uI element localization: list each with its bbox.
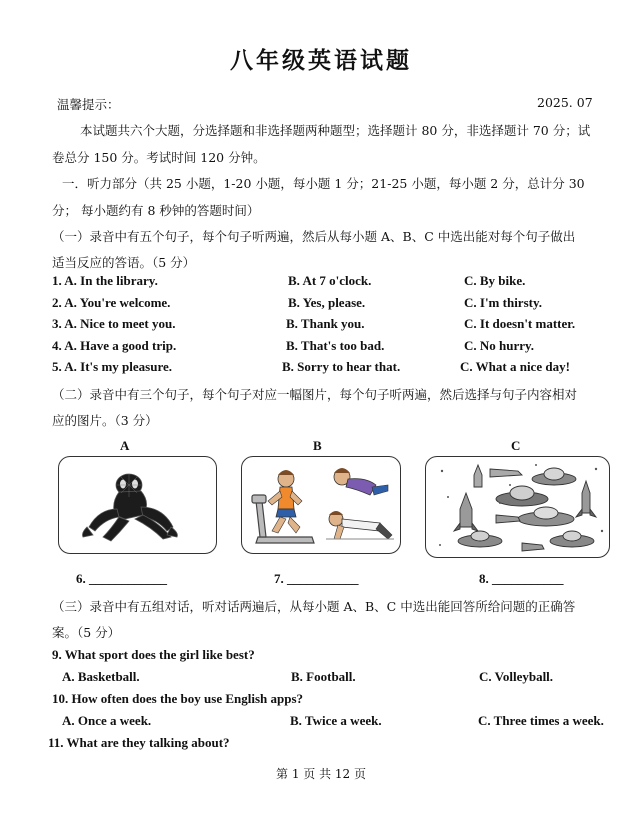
q2-option-b: B. Yes, please. [288, 295, 366, 310]
answer-blank-6[interactable]: 6. ____________ [76, 571, 167, 586]
q10-option-c: C. Three times a week. [478, 713, 604, 728]
section2-instruction-1: （二）录音中有三个句子，每个句子对应一幅图片，每个句子听两遍，然后选择与句子内容相对 [52, 387, 578, 402]
q4-option-c: C. No hurry. [464, 338, 535, 353]
q2-option-c: C. I'm thirsty. [464, 295, 542, 310]
q10-option-b: B. Twice a week. [290, 713, 382, 728]
reminder-label: 温馨提示： [57, 97, 120, 112]
picture-label-a: A [120, 438, 130, 453]
page-footer: 第 1 页 共 12 页 [276, 767, 366, 781]
section1-instruction-1: （一）录音中有五个句子，每个句子听两遍，然后从每小题 A、B、C 中选出能对每个句子做出 [52, 229, 576, 244]
answer-blank-8[interactable]: 8. ___________ [479, 571, 564, 586]
part1-line-1: 一．听力部分（共 25 小题，1-20 小题，每小题 1 分；21-25 小题，每小题 2 分，总计分 30 [62, 176, 585, 191]
picture-c [425, 456, 610, 558]
intro-line-1: 本试题共六个大题，分选择题和非选择题两种题型；选择题计 80 分，非选择题计 70 分；试 [80, 123, 591, 138]
section3-instruction-1: （三）录音中有五组对话，听对话两遍后，从每小题 A、B、C 中选出能回答所给问题的正确答 [52, 599, 576, 614]
q5-option-b: B. Sorry to hear that. [282, 359, 401, 374]
q2-option-a: 2. A. You're welcome. [52, 295, 171, 310]
q1-option-b: B. At 7 o'clock. [288, 273, 372, 288]
q3-option-b: B. Thank you. [286, 316, 365, 331]
question-10: 10. How often does the boy use English apps? [52, 691, 304, 706]
q9-option-b: B. Football. [291, 669, 356, 684]
q4-option-b: B. That's too bad. [286, 338, 385, 353]
section1-instruction-2: 适当反应的答语。（5 分） [52, 255, 196, 270]
picture-b [241, 456, 401, 554]
picture-label-b: B [313, 438, 322, 453]
q4-option-a: 4. A. Have a good trip. [52, 338, 177, 353]
question-11: 11. What are they talking about? [48, 735, 230, 750]
q10-option-a: A. Once a week. [62, 713, 152, 728]
question-9: 9. What sport does the girl like best? [52, 647, 255, 662]
page-title: 八年级英语试题 [230, 47, 412, 74]
answer-blank-7[interactable]: 7. ___________ [274, 571, 359, 586]
q9-option-c: C. Volleyball. [479, 669, 554, 684]
q3-option-c: C. It doesn't matter. [464, 316, 576, 331]
q9-option-a: A. Basketball. [62, 669, 140, 684]
spaceships-and-rockets-icon [426, 457, 609, 557]
q5-option-c: C. What a nice day! [460, 359, 570, 374]
section2-instruction-2: 应的图片。（3 分） [52, 413, 158, 428]
q1-option-c: C. By bike. [464, 273, 526, 288]
part1-line-2: 分； 每小题约有 8 秒钟的答题时间） [52, 203, 260, 218]
exam-date: 2025. 07 [537, 95, 593, 110]
spider-man-crouching-icon [59, 457, 216, 553]
q5-option-a: 5. A. It's my pleasure. [52, 359, 173, 374]
picture-label-c: C [511, 438, 521, 453]
exercising-boys-icon [242, 457, 400, 553]
section3-instruction-2: 案。（5 分） [52, 625, 121, 640]
intro-line-2: 卷总分 150 分。考试时间 120 分钟。 [52, 150, 266, 165]
picture-a [58, 456, 217, 554]
q1-option-a: 1. A. In the library. [52, 273, 158, 288]
q3-option-a: 3. A. Nice to meet you. [52, 316, 176, 331]
